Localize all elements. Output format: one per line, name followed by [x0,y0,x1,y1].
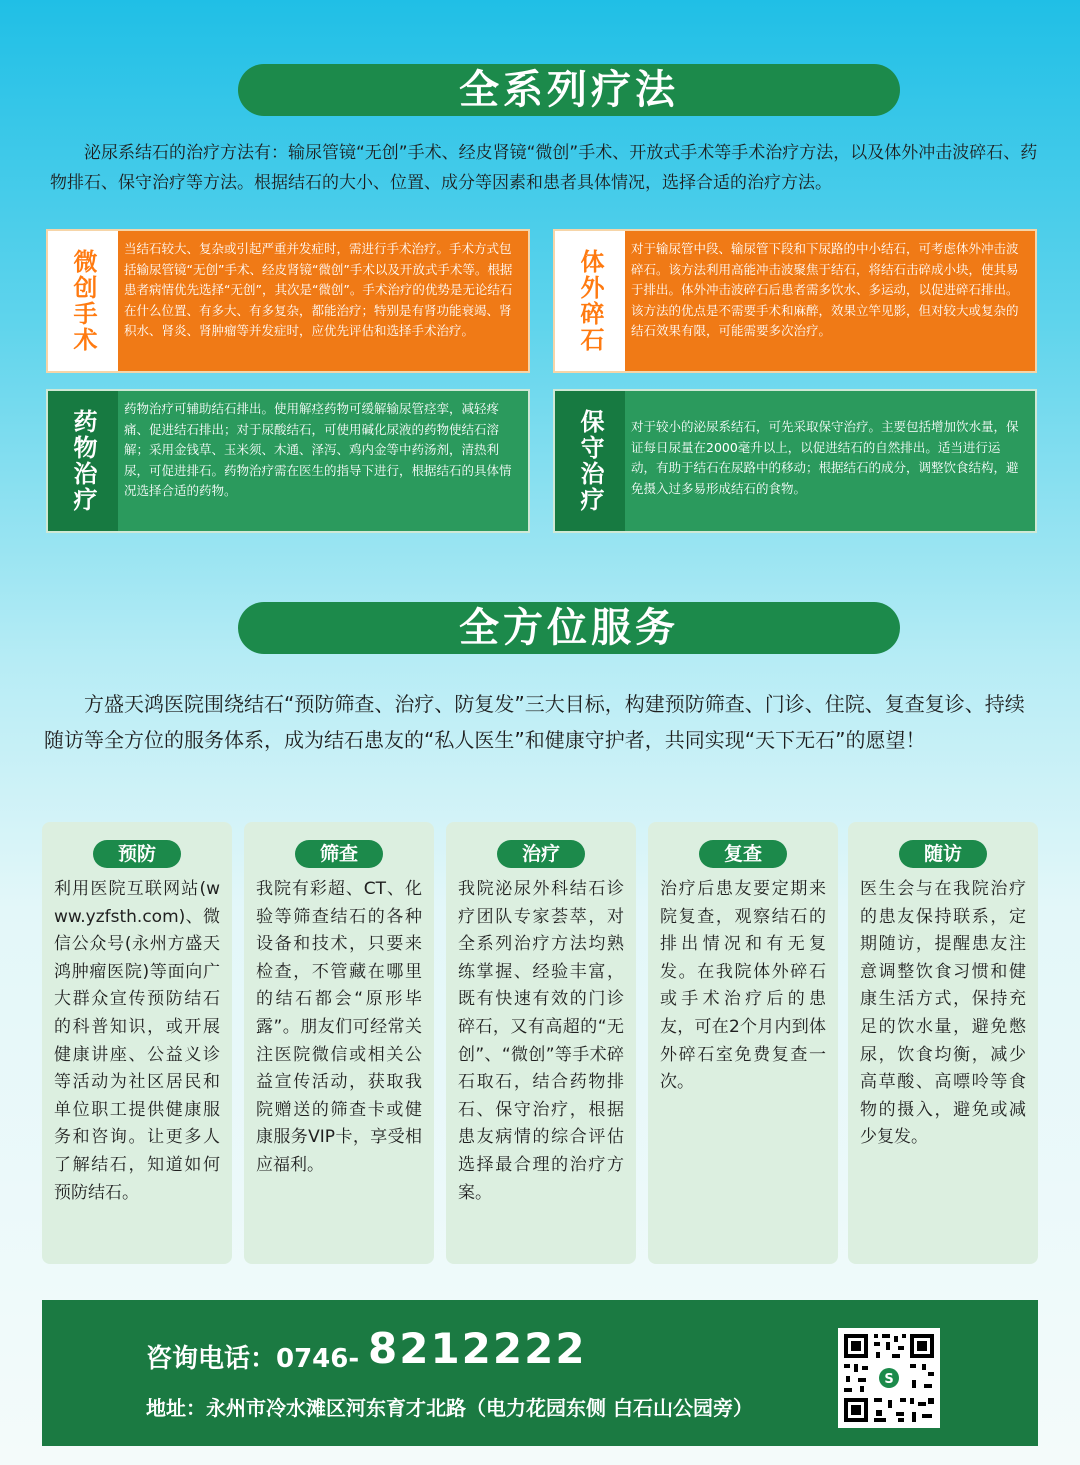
phone-number[interactable]: 8212222 [368,1324,587,1373]
service-label: 筛查 [295,840,383,868]
service-label: 复查 [699,840,787,868]
address: 地址：永州市冷水滩区河东育才北路（电力花园东侧 白石山公园旁） [146,1396,753,1420]
card-tag: 微创手术 [48,231,118,371]
card-tag: 体外碎石 [555,231,625,371]
svg-text:S: S [884,1372,894,1387]
section-title-services: 全方位服务 [238,602,900,654]
service-text: 治疗后患友要定期来院复查，观察结石的排出情况和有无复发。在我院体外碎石或手术治疗后的患友，可在2个月内到体外碎石室免费复查一次。 [660,879,826,1093]
phone-label: 咨询电话：0746- [146,1344,360,1374]
service-label: 治疗 [497,840,585,868]
contact-footer [42,1300,1038,1446]
card-text: 对于输尿管中段、输尿管下段和下尿路的中小结石，可考虑体外冲击波碎石。该方法利用高能冲击波聚焦于结石，将结石击碎成小块，使其易于排出。体外冲击波碎石后患者需多饮水、多运动，以促进碎石排出。该方法的优点是不需要手术和麻醉，效果立竿见影，但对较大或复杂的结石效果有限，可能需要多次治疗。 [625,231,1035,371]
therapies-intro: 泌尿系结石的治疗方法有：输尿管镜“无创”手术、经皮肾镜“微创”手术、开放式手术等手术治疗方法，以及体外冲击波碎石、药物排石、保守治疗等方法。根据结石的大小、位置、成分等因素和患者具体情况，选择合适的治疗方法。 [50,143,1038,193]
service-column-screening [244,822,434,1264]
services-intro: 方盛天鸿医院围绕结石“预防筛查、治疗、防复发”三大目标，构建预防筛查、门诊、住院、复查复诊、持续随访等全方位的服务体系，成为结石患友的“私人医生”和健康守护者，共同实现“天下无石”的愿望！ [44,692,1025,752]
card-tag: 药物治疗 [48,391,118,531]
service-column-prevention [42,822,232,1264]
card-minimally-invasive-surgery [46,229,530,373]
qr-code-graphic [838,1328,940,1428]
card-extracorporeal-lithotripsy [553,229,1037,373]
service-column-treatment [446,822,636,1264]
section-title-therapies: 全系列疗法 [238,64,900,116]
card-text: 药物治疗可辅助结石排出。使用解痉药物可缓解输尿管痉挛，减轻疼痛、促进结石排出；对于尿酸结石，可使用碱化尿液的药物使结石溶解；采用金钱草、玉米须、木通、泽泻、鸡内金等中药汤剂，清热利尿，可促进排石。药物治疗需在医生的指导下进行，根据结石的具体情况选择合适的药物。 [124,401,512,498]
service-label: 随访 [899,840,987,868]
service-column-recheck [648,822,838,1264]
card-text: 对于较小的泌尿系结石，可先采取保守治疗。主要包括增加饮水量，保证每日尿量在2000毫升以上，以促进结石的自然排出。适当进行运动，有助于结石在尿路中的移动；根据结石的成分，调整饮食结构，避免摄入过多易形成结石的食物。 [631,419,1019,496]
card-tag: 保守治疗 [555,391,625,531]
service-text: 利用医院互联网站(www.yzfsth.com)、微信公众号(永州方盛天鸿肿瘤医院)等面向广大群众宣传预防结石的科普知识，或开展健康讲座、公益义诊等活动为社区居民和单位职工提供健康服务和咨询。让更多人了解结石，知道如何预防结石。 [54,879,220,1203]
service-label: 预防 [93,840,181,868]
service-column-followup [848,822,1038,1264]
service-text: 医生会与在我院治疗的患友保持联系，定期随访，提醒患友注意调整饮食习惯和健康生活方式，保持充足的饮水量，避免憋尿，饮食均衡，减少高草酸、高嘌呤等食物的摄入，避免或减少复发。 [860,879,1026,1148]
service-text: 我院有彩超、CT、化验等筛查结石的各种设备和技术，只要来检查，不管藏在哪里的结石都会“原形毕露”。朋友们可经常关注医院微信或相关公益宣传活动，获取我院赠送的筛查卡或健康服务VIP卡，享受相应福利。 [256,879,422,1175]
service-text: 我院泌尿外科结石诊疗团队专家荟萃，对全系列治疗方法均熟练掌握、经验丰富，既有快速有效的门诊碎石，又有高超的“无创”、“微创”等手术碎石取石，结合药物排石、保守治疗，根据患友病情的综合评估选择最合理的治疗方案。 [458,879,624,1203]
card-text: 当结石较大、复杂或引起严重并发症时，需进行手术治疗。手术方式包括输尿管镜“无创”手术、经皮肾镜“微创”手术以及开放式手术等。根据患者病情优先选择“无创”，其次是“微创”。手术治疗的优势是无论结石在什么位置、有多大、有多复杂，都能治疗；特别是有肾功能衰竭、肾积水、肾炎、肾肿瘤等并发症时，应优先评估和选择手术治疗。 [118,231,528,371]
card-drug-therapy [46,389,530,533]
qr-code-icon[interactable] [838,1328,940,1428]
card-conservative-therapy [553,389,1037,533]
